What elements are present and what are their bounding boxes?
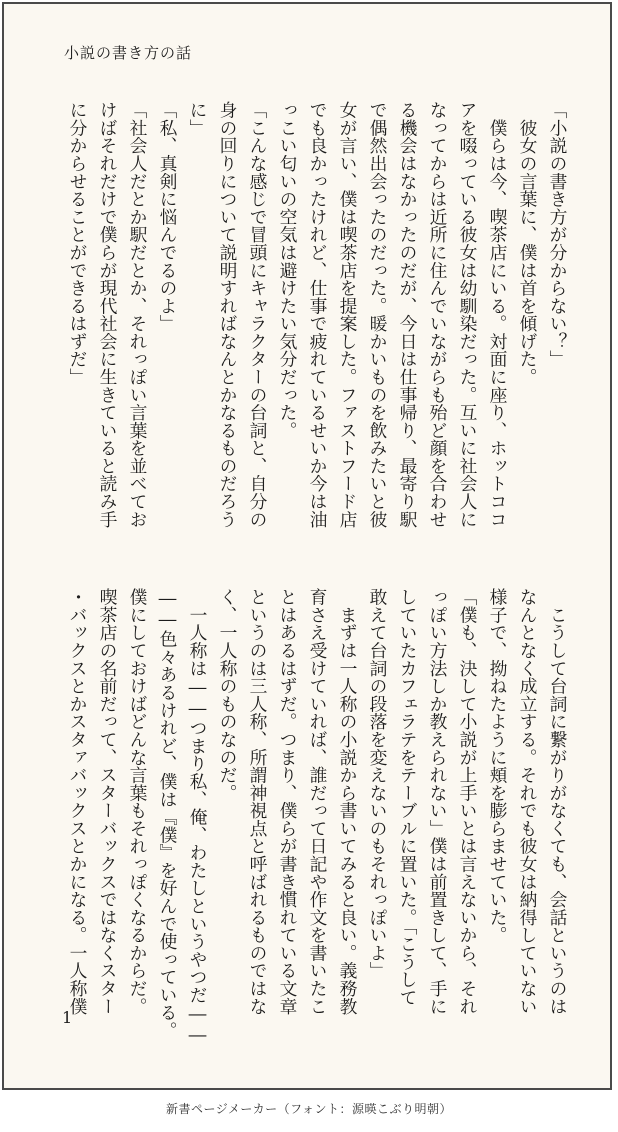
text-column: アを啜っている彼女は幼馴染だった。互いに社会人に [457, 101, 478, 528]
text-column: 身の回りについて説明すればなんとかなるものだろう [217, 101, 238, 528]
text-column: けばそれだけで僕らが現代社会に生きていると読み手 [97, 101, 118, 528]
text-column: っこい匂いの空気は避けたい気分だった。 [277, 101, 298, 440]
text-column: でも良かったけれど、仕事で疲れているせいか今は油 [307, 101, 328, 528]
text-column: こうして台詞に繋がりがなくても、会話というのは [547, 588, 568, 1015]
text-column: 「こんな感じで冒頭にキャラクターの台詞と、自分の [247, 101, 268, 528]
text-column: っぽい方法しか教えられない」僕は前置きして、手に [427, 588, 448, 1015]
text-column: 育さえ受けていれば、誰だって日記や作文を書いたこ [307, 588, 328, 1015]
text-column: 女が言い、僕は喫茶店を提案した。ファストフード店 [337, 101, 358, 528]
manuscript-page [2, 2, 612, 1090]
text-column: る機会はなかったのだが、今日は仕事帰り、最寄り駅 [397, 101, 418, 528]
text-column: 様子で、拗ねたように頬を膨らませていた。 [487, 588, 508, 944]
text-column: 「僕も、決して小説が上手いとは言えないから、それ [457, 588, 478, 1015]
text-column: 喫茶店の名前だって、スターバックスではなくスター [97, 588, 118, 1015]
text-column: なんとなく成立する。それでも彼女は納得していない [517, 588, 538, 1015]
text-column: 僕らは今、喫茶店にいる。対面に座り、ホットココ [487, 101, 508, 528]
text-column: に分からせることができるはずだ」 [67, 101, 88, 386]
text-column: ――色々あるけれど、僕は『僕』を好んで使っている。 [157, 588, 178, 1040]
text-column: 「社会人だとか駅だとか、それっぽい言葉を並べてお [127, 101, 148, 528]
text-column: していたカフェラテをテーブルに置いた。「こうして [397, 588, 418, 1007]
text-column: で偶然出会ったのだった。暖かいものを飲みたいと彼 [367, 101, 388, 528]
text-column: に」 [187, 101, 208, 137]
text-column: ・バックスとかスタァバックスとかになる。一人称僕 [67, 588, 88, 1015]
text-column: く、一人称のものなのだ。 [217, 588, 238, 802]
text-column: まずは一人称の小説から書いてみると良い。義務教 [337, 588, 358, 1015]
text-column: 一人称は――つまり私、俺、わたしというやつだ―― [187, 588, 208, 1046]
text-column: 「小説の書き方が分からない？」 [547, 101, 568, 368]
footer-credit: 新書ページメーカー（フォント：源暎こぶり明朝） [165, 1102, 453, 1116]
page-title: 小説の書き方の話 [64, 44, 193, 62]
page-number: 1 [62, 1008, 73, 1027]
text-column: とはあるはずだ。つまり、僕らが書き慣れている文章 [277, 588, 298, 1015]
text-column: 「私、真剣に悩んでるのよ」 [157, 101, 178, 333]
text-column: 僕にしておけばどんな言葉もそれっぽくなるからだ。 [127, 588, 148, 1015]
text-column: なってからは近所に住んでいながらも殆ど顔を合わせ [427, 101, 448, 528]
text-column: というのは三人称、所謂神視点と呼ばれるものではな [247, 588, 268, 1015]
text-column: 敢えて台詞の段落を変えないのもそれっぽいよ」 [367, 588, 388, 980]
text-column: 彼女の言葉に、僕は首を傾げた。 [517, 101, 538, 386]
